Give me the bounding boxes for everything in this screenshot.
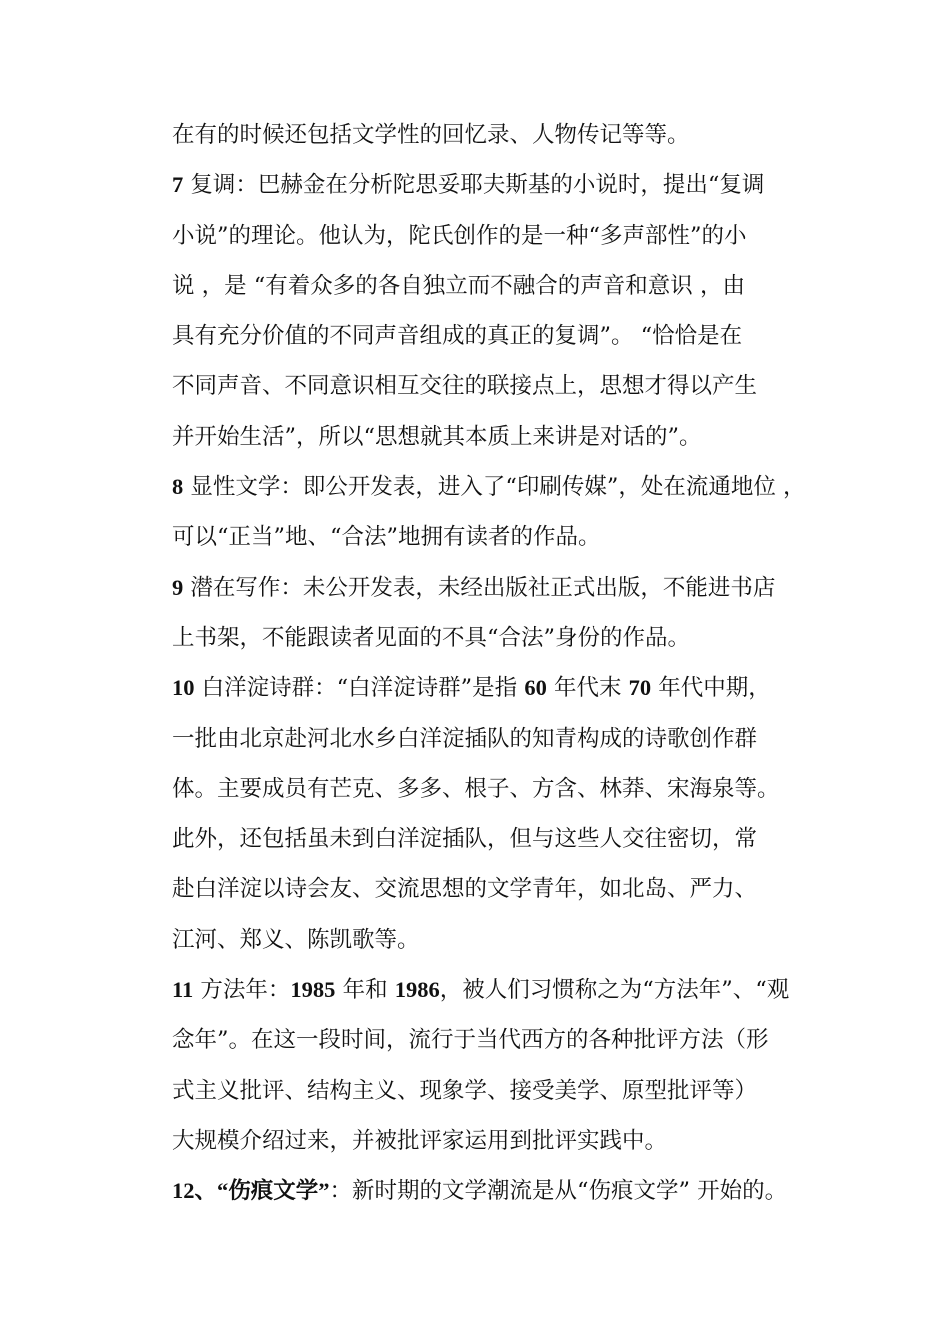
text-line: 江河、郑义、陈凯歌等。 bbox=[172, 926, 420, 953]
text-line: 念年”。在这一段时间，流行于当代西方的各种批评方法（形 bbox=[172, 1027, 769, 1054]
term-7-heading-line: 7 复调：巴赫金在分析陀思妥耶夫斯基的小说时，提出“复调 bbox=[172, 172, 765, 199]
text-line: 并开始生活”，所以“思想就其本质上来讲是对话的”。 bbox=[172, 423, 702, 450]
document-body bbox=[172, 110, 832, 1217]
text-line: 不同声音、不同意识相互交往的联接点上，思想才得以产生 bbox=[172, 373, 758, 400]
year-number: 1985 bbox=[290, 977, 336, 1003]
text-line: 此外，还包括虽未到白洋淀插队，但与这些人交往密切，常 bbox=[172, 826, 758, 853]
term-number: 7 bbox=[172, 172, 184, 198]
decade-number: 60 bbox=[524, 675, 547, 701]
text-line: 式主义批评、结构主义、现象学、接受美学、原型批评等） bbox=[172, 1077, 758, 1104]
year-number: 1986 bbox=[394, 977, 440, 1003]
term-9-heading-line: 9 潜在写作：未公开发表，未经出版社正式出版，不能进书店 bbox=[172, 574, 776, 601]
term-number: 10 bbox=[172, 675, 195, 701]
text-line: 说 ，是 “有着众多的各自独立而不融合的声音和意识 ，由 bbox=[172, 272, 745, 299]
text-line: 上书架，不能跟读者见面的不具“合法”身份的作品。 bbox=[172, 624, 691, 651]
term-number: 8 bbox=[172, 474, 184, 500]
text-line: 可以“正当”地、“合法”地拥有读者的作品。 bbox=[172, 524, 601, 551]
term-8-heading-line: 8 显性文学：即公开发表，进入了“印刷传媒”，处在流通地位 ， bbox=[172, 474, 806, 501]
text-line: 在有的时候还包括文学性的回忆录、人物传记等等。 bbox=[172, 122, 690, 148]
term-number: 11 bbox=[172, 977, 194, 1003]
term-number: 9 bbox=[172, 574, 184, 600]
term-10-heading-line: 10 白洋淀诗群：“白洋淀诗群”是指 60 年代末 70 年代中期， bbox=[172, 675, 771, 702]
term-heading: 12、“伤痕文学” bbox=[172, 1178, 330, 1204]
text-line: 大规模介绍过来，并被批评家运用到批评实践中。 bbox=[172, 1127, 668, 1154]
term-11-heading-line: 11 方法年：1985 年和 1986，被人们习惯称之为“方法年”、“观 bbox=[172, 977, 790, 1004]
text-line: 赴白洋淀以诗会友、交流思想的文学青年，如北岛、严力、 bbox=[172, 876, 758, 903]
text-line: 小说”的理论。他认为，陀氏创作的是一种“多声部性”的小 bbox=[172, 222, 747, 249]
text-line: 一批由北京赴河北水乡白洋淀插队的知青构成的诗歌创作群 bbox=[172, 725, 758, 752]
text-line: 具有充分价值的不同声音组成的真正的复调”。 “恰恰是在 bbox=[172, 323, 743, 350]
text-line: 体。主要成员有芒克、多多、根子、方含、林莽、宋海泉等。 bbox=[172, 775, 780, 802]
decade-number: 70 bbox=[628, 675, 652, 701]
term-12-heading-line: 12、“伤痕文学”：新时期的文学潮流是从“伤痕文学” 开始的。 bbox=[172, 1178, 788, 1205]
